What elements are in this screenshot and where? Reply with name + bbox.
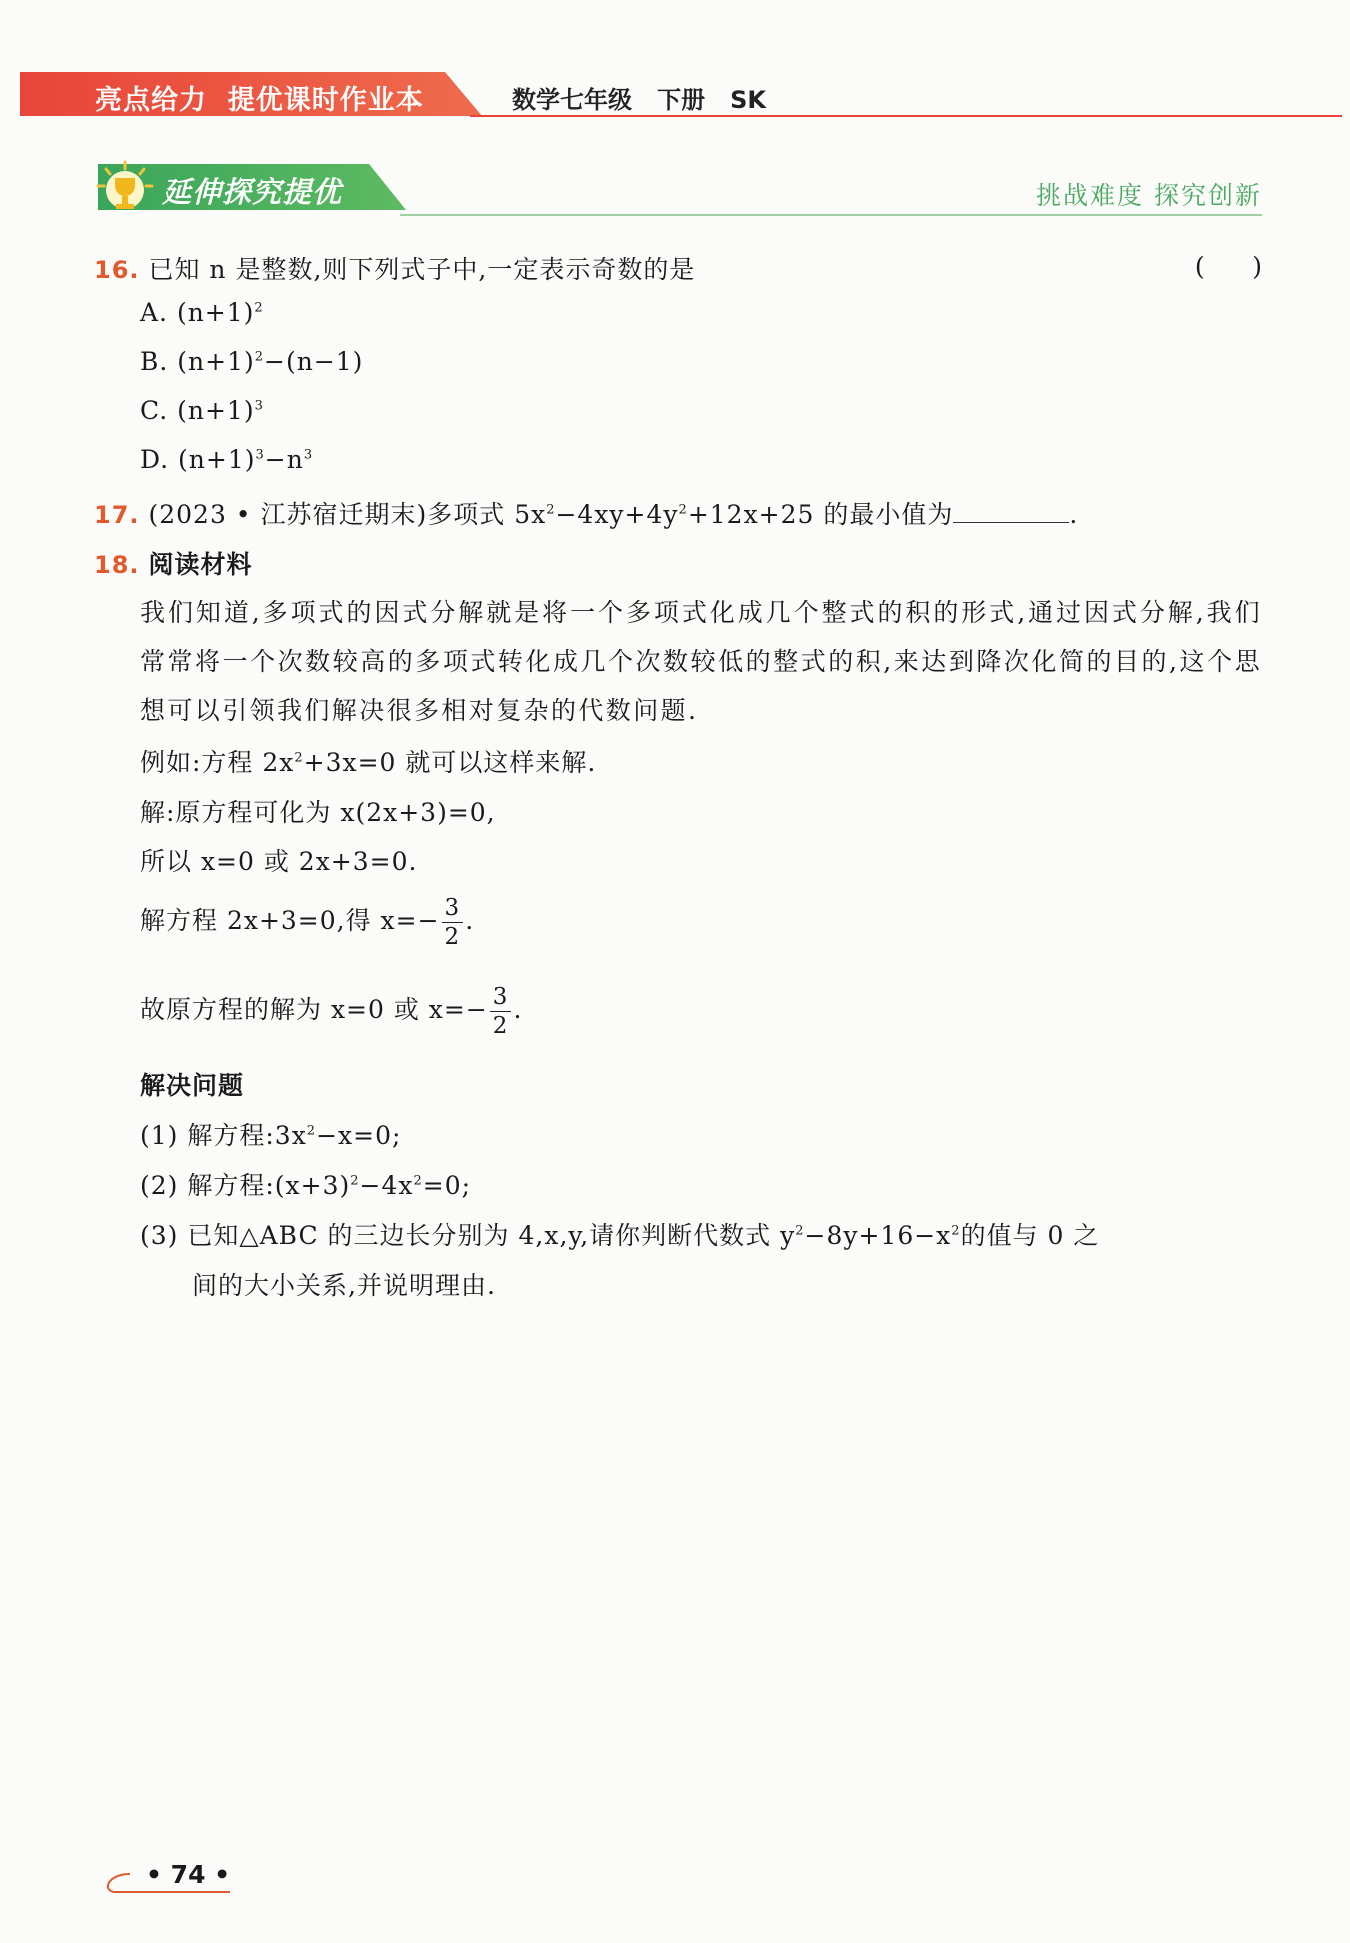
option-b: B. $(n+1)^2-(n-1)$ [140,347,364,376]
fraction: $\frac{3}{2}$ [442,894,464,951]
question-source: (2023 • 江苏宿迁期末) [148,500,428,529]
option-d: D. $(n+1)^3-n^3$ [140,445,314,474]
question-16 [94,250,695,286]
problem-1: (1) 解方程$:3x^2-x=0$; [140,1121,402,1150]
question-number: 17. [94,501,140,529]
problems-heading: 解决问题 [140,1071,245,1100]
page-number: • 74 • [146,1860,231,1889]
header-rule [470,115,1342,117]
question-number: 16. [94,256,140,284]
solution-step-4: 故原方程的解为 x=0 或 x=− $\frac{3}{2}$ . [140,984,523,1039]
book-title: 亮点给力 提优课时作业本 [95,85,424,116]
problem-3: (3) 已知△ABC 的三边长分别为 4,x,y,请你判断代数式 $y^2-8y+16-x^2$的值与 0 之 [140,1221,1100,1250]
question-18 [94,545,252,581]
question-stem: 已知 n 是整数,则下列式子中,一定表示奇数的是 [148,255,696,284]
option-a: A. $(n+1)^2$ [140,298,264,327]
question-number: 18. [94,551,140,579]
section-rule [400,214,1262,216]
reading-paragraph: 我们知道,多项式的因式分解就是将一个多项式化成几个整式的积的形式,通过因式分解,我们常常将一个次数较高的多项式转化成几个次数较低的整式的积,来达到降次化简的目的,这个思想可以引领我们解决很多相对复杂的代数问题. [140,598,1262,725]
problem-3-continued: 间的大小关系,并说明理由. [192,1271,496,1300]
fraction: $\frac{3}{2}$ [490,983,512,1040]
answer-paren: ( ) [1194,252,1262,281]
book-subject: 数学七年级 下册 SK [512,86,767,114]
section-title: 延伸探究提优 [162,175,343,209]
section-tagline: 挑战难度 探究创新 [1036,181,1262,210]
solution-step-1: 解:原方程可化为 x(2x+3)=0, [140,798,496,827]
problem-2: (2) 解方程$:(x+3)^2-4x^2=0$; [140,1171,472,1200]
question-17: 17. (2023 • 江苏宿迁期末)多项式 $5x^2-4xy+4y^2+12x+25$ 的最小值为 . [94,500,1079,529]
answer-blank [953,521,1069,523]
solution-step-3: 解方程 2x+3=0,得 x=− $\frac{3}{2}$ . [140,895,475,950]
reading-heading: 阅读材料 [148,550,253,579]
example-line: 例如:方程 $2x^2+3x=0$ 就可以这样来解. [140,748,597,777]
option-c: C. $(n+1)^3$ [140,396,264,425]
solution-step-2: 所以 x=0 或 2x+3=0. [140,847,418,876]
trophy-icon [96,160,154,218]
